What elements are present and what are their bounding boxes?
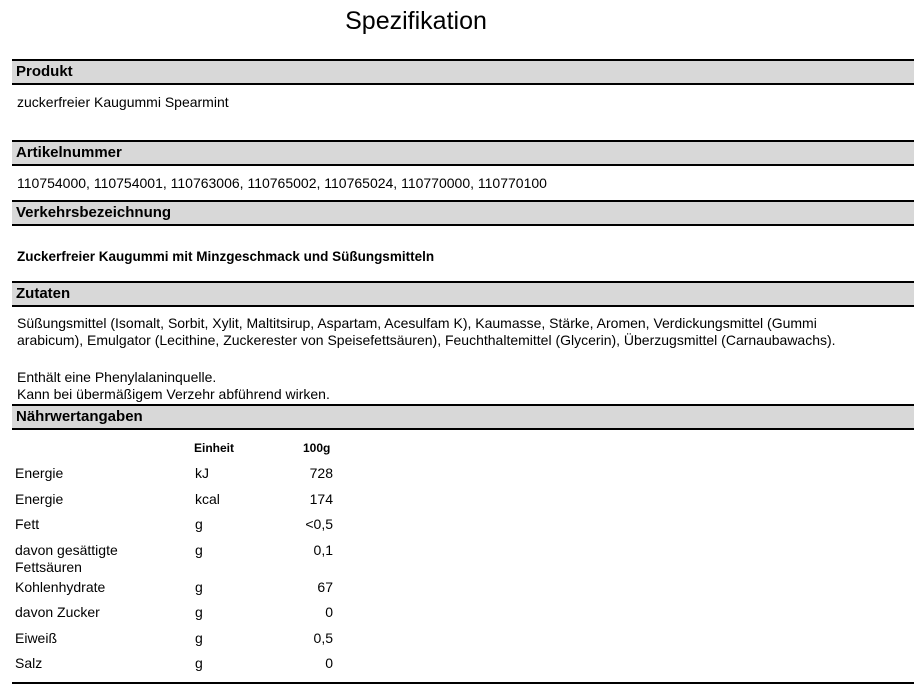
nutrition-column-value: 100g <box>303 441 331 455</box>
nutrition-name: davon Zucker <box>15 604 100 620</box>
nutrition-unit: g <box>195 579 203 595</box>
nutrition-value: <0,5 <box>305 516 333 532</box>
nutrition-name: Fett <box>15 516 40 532</box>
page-title: Spezifikation <box>345 7 487 35</box>
nutrition-value: 0 <box>325 604 333 620</box>
nutrition-unit: g <box>195 542 203 558</box>
nutrition-value: 0,5 <box>313 630 333 646</box>
nutrition-name: Kohlenhydrate <box>15 579 106 595</box>
nutrition-unit: g <box>195 655 203 671</box>
bottom-divider <box>12 682 914 684</box>
section-heading-naehrwertangaben: Nährwertangaben <box>12 404 914 430</box>
ingredients-note-2: Kann bei übermäßigem Verzehr abführend wirken. <box>17 386 330 402</box>
ingredients-line-1: Süßungsmittel (Isomalt, Sorbit, Xylit, Maltitsirup, Aspartam, Acesulfam K), Kaumasse, Stärke, Aromen, Verdickungsmittel (Gummi <box>17 315 817 331</box>
section-heading-produkt: Produkt <box>12 59 914 85</box>
nutrition-column-unit: Einheit <box>194 441 235 455</box>
nutrition-value: 174 <box>309 491 333 507</box>
article-numbers: 110754000, 110754001, 110763006, 110765002, 110765024, 110770000, 110770100 <box>17 175 547 191</box>
nutrition-unit: g <box>195 630 203 646</box>
nutrition-value: 67 <box>317 579 333 595</box>
nutrition-unit: kJ <box>195 465 209 481</box>
section-heading-artikelnummer: Artikelnummer <box>12 140 914 166</box>
section-heading-verkehrsbezeichnung: Verkehrsbezeichnung <box>12 200 914 226</box>
nutrition-name: Salz <box>15 655 43 671</box>
nutrition-name: Energie <box>15 465 64 481</box>
nutrition-value: 0,1 <box>313 542 333 558</box>
product-name: zuckerfreier Kaugummi Spearmint <box>17 94 229 110</box>
nutrition-value: 728 <box>309 465 333 481</box>
section-heading-zutaten: Zutaten <box>12 281 914 307</box>
nutrition-name: Energie <box>15 491 64 507</box>
ingredients-line-2: arabicum), Emulgator (Lecithine, Zuckerester von Speisefettsäuren), Feuchthaltemittel (Glycerin), Überzugsmittel (Carnaubawachs). <box>17 332 836 348</box>
nutrition-value: 0 <box>325 655 333 671</box>
designation-text: Zuckerfreier Kaugummi mit Minzgeschmack und Süßungsmitteln <box>17 249 435 264</box>
nutrition-unit: kcal <box>195 491 220 507</box>
nutrition-name: davon gesättigte <box>15 542 118 558</box>
nutrition-name-line-2: Fettsäuren <box>15 559 82 575</box>
nutrition-unit: g <box>195 516 203 532</box>
nutrition-unit: g <box>195 604 203 620</box>
nutrition-name: Eiweiß <box>15 630 58 646</box>
ingredients-note-1: Enthält eine Phenylalaninquelle. <box>17 369 217 385</box>
